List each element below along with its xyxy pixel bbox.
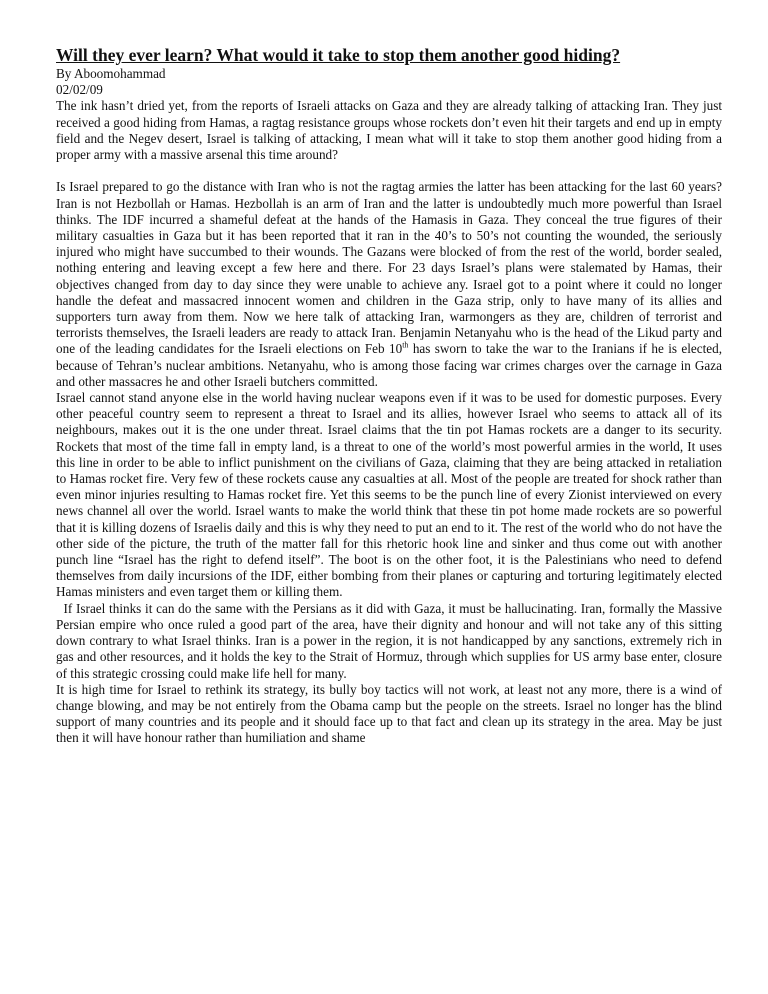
article-byline: By Aboomohammad xyxy=(56,66,166,81)
paragraph-nuclear-claims: Israel cannot stand anyone else in the world having nuclear weapons even if it was to be used for domestic purposes. Every other peaceful country seem to represent a threat to Israel and its allies, however Israel who seems to attack all of its neighbours, makes out it is the one under threat. Israel claims that the tin pot Hamas rockets are a danger to its security. Rockets that most of the time fall in empty land, is a threat to one of the world’s most powerful armies in the world, It uses this line in order to be able to inflict punishment on the civilians of Gaza, claiming that they are being attacked in retaliation to Hamas rocket fire. Very few of these rockets cause any casualties at all. Most of the people are treated for shock rather than even minor injuries resulting to Hamas rocket fire. Yet this seems to be the punch line of every Zionist interviewed on every news channel all over the world. Israel wants to make the world think that these tin pot home made rockets are so powerful that it is killing dozens of Israelis daily and this is why they need to put an end to it. The rest of the world who do not have the other side of the picture, the truth of the matter fall for this rhetoric hook line and sinker and thus come out with another punch line “Israel has the right to defend itself”. The boot is on the other foot, it is the Palestinians who need to defend themselves from daily incursions of the IDF, either bombing from their planes or capturing and torturing legitimately elected Hamas ministers and even target them or killing them. xyxy=(56,390,722,600)
article-date: 02/02/09 xyxy=(56,82,103,98)
superscript-ordinal: th xyxy=(402,341,409,351)
paragraph-persians: If Israel thinks it can do the same with the Persians as it did with Gaza, it must be hallucinating. Iran, formally the Massive Persian empire who once ruled a good part of the area, have their dignity and honour and will not take any of this sitting down contrary to what Israel thinks. Iran is a power in the region, it is not handicapped by any sanctions, extremely rich in gas and other resources, and it holds the key to the Strait of Hormuz, through which supplies for US army base enter, closure of this strategic crossing could make life hell for many. xyxy=(56,600,723,681)
paragraph-text-continued: has sworn to take the war to the Iranians if he is elected, because of Tehran’s nuclear ambitions. Netanyahu, who is among those facing war crimes charges over the carnage in Gaza and other massacres he and other Israeli butchers committed. xyxy=(56,341,722,389)
paragraph-iran-comparison xyxy=(56,179,722,390)
paragraph-intro: The ink hasn’t dried yet, from the reports of Israeli attacks on Gaza and they are already talking of attacking Iran. They just received a good hiding from Hamas, a ragtag resistance groups whose rockets don’t even hit their targets and end up in empty field and the Negev desert, Israel is talking of attacking, I mean what will it take to stop them another good hiding from a proper army with a massive arsenal this time around? xyxy=(56,98,722,163)
paragraph-conclusion: It is high time for Israel to rethink its strategy, its bully boy tactics will not work, at least not any more, there is a wind of change blowing, and may be not entirely from the Obama camp but the people on the streets. Israel no longer has the blind support of many countries and its people and it should face up to that fact and clean up its strategy in the area. May be just then it will have honour rather than humiliation and shame xyxy=(56,681,722,746)
document-page xyxy=(56,44,722,747)
paragraph-text: Is Israel prepared to go the distance with Iran who is not the ragtag armies the latter has been attacking for the last 60 years? Iran is not Hezbollah or Hamas. Hezbollah is an arm of Iran and the latter is undoubtedly much more powerful than Israel thinks. The IDF incurred a shameful defeat at the hands of the Hamasis in Gaza. They conceal the true figures of their military casualties in Gaza but it has been reported that it ran in the 40’s to 50’s not counting the wounded, the seriously injured who might have succumbed to their wounds. The Gazans were blocked of from the rest of the world, border sealed, nothing entering and leaving except a few here and there. For 23 days Israel’s plans were stalemated by Hamas, their objectives changed from day to day since they were unable to achieve any. Israel got to a point where it could no longer handle the defeat and massacred innocent women and children in the Gaza strip, only to have many of its allies and supporters turn away from them. Now we here talk of attacking Iran, warmongers as they are, children of terrorist and terrorists themselves, the Israeli leaders are ready to attack Iran. Benjamin Netanyahu who is the head of the Likud party and one of the leading candidates for the Israeli elections on Feb 10 xyxy=(56,179,722,357)
article-title: Will they ever learn? What would it take to stop them another good hiding? xyxy=(56,45,621,65)
